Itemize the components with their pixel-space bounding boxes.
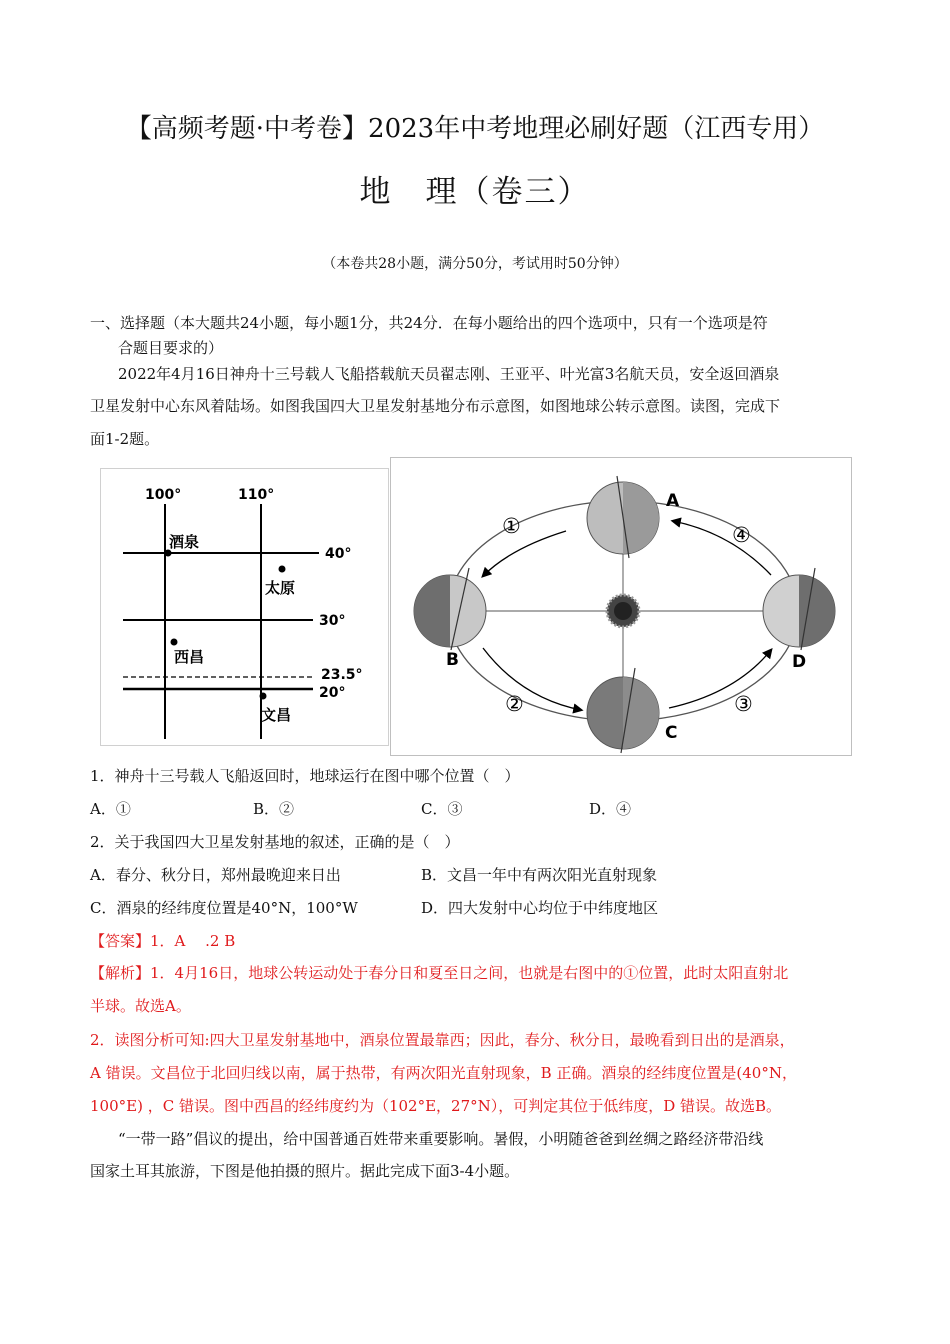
orbit-arrow-1 — [483, 531, 566, 576]
place-xichang: 西昌 — [174, 648, 205, 666]
passage2-line2: 国家土耳其旅游，下图是他拍摄的照片。据此完成下面3-4小题。 — [90, 1162, 520, 1180]
latitude-label-40: 40° — [325, 546, 352, 562]
page-title: 【高频考题·中考卷】2023年中考地理必刷好题（江西专用） — [125, 114, 825, 144]
q1-option-c[interactable]: C．③ — [421, 800, 463, 818]
earth-orbit-diagram — [390, 457, 852, 756]
q1-option-a[interactable]: A．① — [90, 800, 131, 818]
launch-sites-map — [100, 468, 389, 746]
label-c: C — [665, 723, 678, 743]
sun-core — [614, 602, 632, 620]
earth-position-c — [587, 668, 659, 753]
latitude-label-20: 20° — [319, 685, 346, 701]
segment-label-1: ① — [502, 514, 521, 538]
answer-line — [90, 931, 235, 951]
segment-label-3: ③ — [734, 692, 753, 716]
exam-note: （本卷共28小题，满分50分，考试用时50分钟） — [322, 256, 628, 272]
latitude-label-30: 30° — [319, 613, 346, 629]
q1-stem: 1．神舟十三号载人飞船返回时，地球运行在图中哪个位置（ ） — [90, 767, 520, 785]
q1-option-b[interactable]: B．② — [253, 800, 295, 818]
answer-tag: 【答案】 — [90, 932, 151, 950]
label-a: A — [666, 491, 680, 511]
taiyuan-dot — [279, 566, 286, 573]
q2-option-a[interactable]: A．春分、秋分日，郑州最晚迎来日出 — [90, 866, 341, 884]
passage1-line3: 面1-2题。 — [90, 430, 160, 448]
passage1-line1: 2022年4月16日神舟十三号载人飞船搭载航天员翟志刚、王亚平、叶光富3名航天员，安全返回酒泉 — [118, 365, 780, 383]
orbit-arrow-3 — [669, 650, 771, 708]
earth-position-a — [587, 476, 659, 558]
place-jiuquan: 酒泉 — [169, 533, 200, 551]
analysis-line5: 100°E) ，C 错误。图中西昌的经纬度约为（102°E，27°N），可判定其位于低纬度，D 错误。故选B。 — [90, 1097, 782, 1115]
analysis-line1 — [90, 963, 788, 983]
q2-option-c[interactable]: C．酒泉的经纬度位置是40°N，100°W — [90, 899, 358, 917]
analysis-line3: 2．读图分析可知:四大卫星发射基地中，酒泉位置最靠西；因此，春分、秋分日，最晚看到日出的是酒泉， — [90, 1031, 795, 1049]
q2-option-b[interactable]: B．文昌一年中有两次阳光直射现象 — [421, 866, 658, 884]
latitude-label-23-5: 23.5° — [321, 667, 363, 683]
section-heading: 一、选择题（本大题共24小题，每小题1分，共24分．在每小题给出的四个选项中，只有一个选项是符 — [90, 314, 768, 332]
segment-label-2: ② — [505, 692, 524, 716]
analysis-text-1: 1．4月16日，地球公转运动处于春分日和夏至日之间，也就是右图中的①位置，此时太阳直射北 — [150, 964, 789, 982]
q2-option-d[interactable]: D．四大发射中心均位于中纬度地区 — [421, 899, 659, 917]
analysis-line4: A 错误。文昌位于北回归线以南，属于热带，有两次阳光直射现象，B 正确。酒泉的经纬度位置是(40°N， — [90, 1064, 797, 1082]
section-heading-cont: 合题目要求的） — [118, 339, 224, 357]
label-b: B — [446, 650, 459, 670]
analysis-line2: 半球。故选A。 — [90, 997, 191, 1015]
wenchang-dot — [260, 693, 267, 700]
place-taiyuan: 太原 — [265, 579, 296, 597]
paper-subtitle: 地 理（卷三） — [359, 174, 591, 210]
passage1-line2: 卫星发射中心东风着陆场。如图我国四大卫星发射基地分布示意图，如图地球公转示意图。读图，完成下 — [90, 397, 781, 415]
analysis-tag: 【解析】 — [90, 964, 151, 982]
xichang-dot — [171, 639, 178, 646]
answer-text: 1．A .2 B — [150, 932, 236, 950]
earth-position-d — [763, 568, 835, 650]
place-wenchang: 文昌 — [261, 706, 292, 724]
orbit-arrow-2 — [483, 648, 581, 710]
passage2-line1: “一带一路”倡议的提出，给中国普通百姓带来重要影响。暑假，小明随爸爸到丝绸之路经济带沿线 — [118, 1130, 764, 1148]
orbit-arrow-4 — [673, 521, 771, 575]
longitude-label-110: 110° — [238, 487, 275, 503]
segment-label-4: ④ — [732, 523, 751, 547]
q1-option-d[interactable]: D．④ — [589, 800, 632, 818]
q2-stem: 2．关于我国四大卫星发射基地的叙述，正确的是（ ） — [90, 833, 460, 851]
label-d: D — [792, 652, 807, 672]
earth-position-b — [414, 568, 486, 650]
longitude-label-100: 100° — [145, 487, 182, 503]
